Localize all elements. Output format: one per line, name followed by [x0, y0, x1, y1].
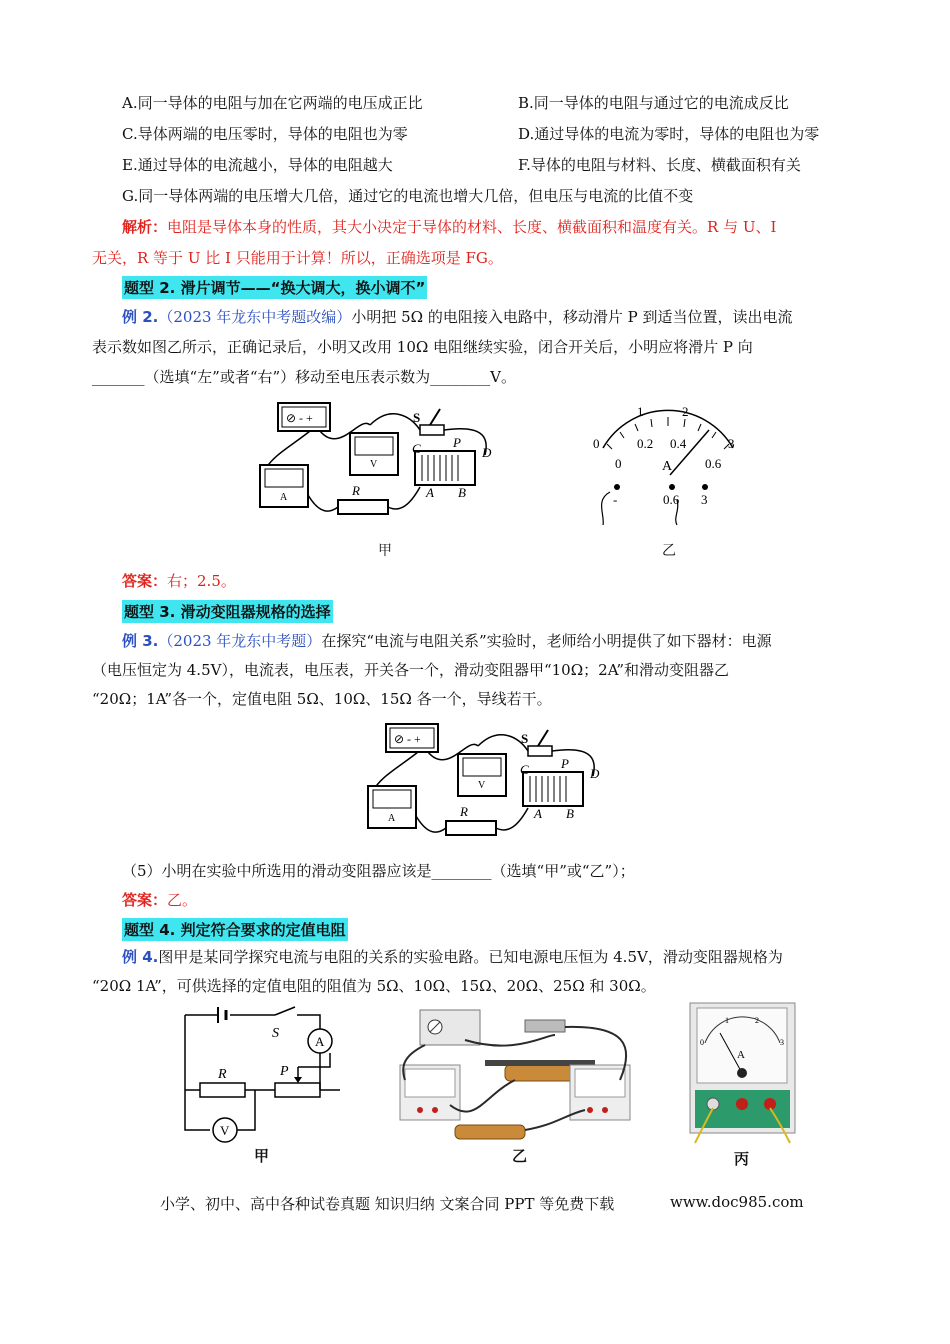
figure-caption-yi: 乙 [662, 543, 676, 559]
type2-line1 [122, 306, 792, 327]
ammeter-label: A [280, 492, 288, 503]
schematic-slider-label: P [280, 1064, 289, 1079]
circuit-diagram-type3 [358, 718, 608, 848]
option-a: A.同一导体的电阻与加在它两端的电压成正比 [122, 94, 423, 112]
type3-answer [122, 889, 197, 910]
type4-heading: 题型 4. 判定符合要求的定值电阻 [122, 918, 348, 941]
photo-meter-unit: A [737, 1049, 745, 1061]
terminal-a-label: A [426, 485, 434, 500]
type3-line1 [122, 630, 772, 651]
figure-caption-jia: 甲 [378, 543, 392, 559]
scale-top-3: 3 [728, 436, 735, 451]
example4-text1: 图甲是某同学探究电流与电阻的关系的实验电路。已知电源电压恒为 4.5V，滑动变阻器规格为 [158, 948, 783, 966]
switch-label-2: S [521, 731, 529, 746]
answer2-text: 右；2.5。 [167, 572, 236, 590]
resistor-label-2: R [460, 804, 468, 819]
terminal-a-label-2: A [534, 806, 542, 821]
example2-source: （2023 年龙东中考题改编） [158, 308, 352, 326]
svg-text:⊘ - +: ⊘ - + [394, 732, 421, 746]
photo-scale-0: 0 [700, 1038, 704, 1047]
answer3-text: 乙。 [167, 891, 198, 909]
type4-line2: “20Ω 1A”，可供选择的定值电阻的阻值为 5Ω、10Ω、15Ω、20Ω、25Ω 和 30Ω。 [92, 977, 656, 995]
terminal-minus: - [613, 492, 618, 507]
example3-source: （2023 年龙东中考题） [158, 632, 322, 650]
analysis-label: 解析： [122, 218, 168, 236]
footer-text: 小学、初中、高中各种试卷真题 知识归纳 文案合同 PPT 等免费下载 [160, 1195, 615, 1213]
terminal-d-label: D [482, 445, 492, 460]
footer-url[interactable]: www.doc985.com [670, 1193, 804, 1211]
ammeter-dial [585, 400, 755, 535]
option-f: F.导体的电阻与材料、长度、横截面积有关 [518, 156, 801, 174]
schematic-ammeter-label: A [315, 1034, 325, 1049]
slider-label-2: P [561, 756, 569, 771]
switch-label: S [413, 410, 421, 425]
voltmeter-label-2: V [478, 780, 486, 791]
analysis-line2: 无关，R 等于 U 比 I 只能用于计算！所以，正确选项是 FG。 [92, 249, 503, 267]
option-e: E.通过导体的电流越小，导体的电阻越大 [122, 156, 393, 174]
circuit-diagram-type2 [250, 395, 500, 530]
type4-line1 [122, 946, 783, 967]
type2-answer [122, 570, 236, 591]
answer3-label: 答案： [122, 891, 168, 909]
ammeter-label-2: A [388, 813, 396, 824]
example2-label: 例 2. [122, 308, 159, 326]
schematic-voltmeter-label: V [220, 1123, 230, 1138]
terminal-c-label-2: C [520, 762, 529, 777]
example3-label: 例 3. [122, 632, 159, 650]
option-c: C.导体两端的电压零时，导体的电阻也为零 [122, 125, 408, 143]
type3-question: （5）小明在实验中所选用的滑动变阻器应该是________（选填“甲”或“乙”）； [122, 862, 635, 880]
example2-text1: 小明把 5Ω 的电阻接入电路中，移动滑片 P 到适当位置，读出电流 [351, 308, 793, 326]
scale-bottom-2: 0.4 [670, 436, 687, 451]
analysis-text-1: 电阻是导体本身的性质，其大小决定于导体的材料、长度、横截面积和温度有关。R 与 U、I [167, 218, 777, 236]
fig4-caption-jia: 甲 [254, 1147, 270, 1165]
terminal-3: 3 [701, 492, 708, 507]
photo-scale-2: 2 [755, 1016, 759, 1025]
scale-top-2: 2 [682, 404, 689, 419]
terminal-b-label: B [458, 485, 466, 500]
answer2-label: 答案： [122, 572, 168, 590]
schematic-circuit [180, 1005, 355, 1145]
schematic-switch-label: S [272, 1026, 279, 1041]
type3-line3: “20Ω；1A”各一个，定值电阻 5Ω、10Ω、15Ω 各一个，导线若干。 [92, 690, 552, 708]
scale-top-0: 0 [593, 436, 600, 451]
type2-line2: 表示数如图乙所示，正确记录后，小明又改用 10Ω 电阻继续实验，闭合开关后，小明应将滑片 P 向 [92, 338, 753, 356]
example3-text1: 在探究“电流与电阻关系”实验时，老师给小明提供了如下器材：电源 [321, 632, 772, 650]
example4-label: 例 4. [122, 948, 159, 966]
scale-top-1: 1 [637, 404, 644, 419]
svg-text:⊘ - +: ⊘ - + [286, 411, 313, 425]
scale-bottom-3: 0.6 [705, 456, 722, 471]
option-b: B.同一导体的电阻与通过它的电流成反比 [518, 94, 789, 112]
option-g: G.同一导体两端的电压增大几倍，通过它的电流也增大几倍，但电压与电流的比值不变 [122, 187, 694, 205]
resistor-label: R [352, 483, 360, 498]
type2-heading: 题型 2. 滑片调节——“换大调大，换小调不” [122, 276, 427, 299]
terminal-b-label-2: B [566, 806, 574, 821]
photo-scale-1: 1 [725, 1016, 729, 1025]
photo-scale-3: 3 [780, 1038, 784, 1047]
fig4-caption-yi: 乙 [512, 1147, 528, 1165]
terminal-c-label: C [412, 441, 421, 456]
option-d: D.通过导体的电流为零时，导体的电阻也为零 [518, 125, 820, 143]
schematic-resistor-label: R [218, 1067, 227, 1082]
terminal-d-label-2: D [590, 766, 600, 781]
meter-unit: A [662, 459, 673, 474]
scale-bottom-1: 0.2 [637, 436, 654, 451]
fig4-caption-bing: 丙 [734, 1150, 750, 1168]
voltmeter-label: V [370, 459, 378, 470]
scale-bottom-0: 0 [615, 456, 622, 471]
ammeter-photo [685, 998, 800, 1146]
type2-line3: _______（选填“左”或者“右”）移动至电压表示数为________V。 [92, 368, 517, 386]
type3-line2: （电压恒定为 4.5V），电流表，电压表，开关各一个，滑动变阻器甲“10Ω；2A”和滑动变阻器乙 [92, 661, 729, 679]
slider-label: P [453, 435, 461, 450]
analysis-line1 [122, 216, 776, 237]
terminal-06: 0.6 [663, 492, 680, 507]
physical-circuit-photo [395, 1005, 640, 1145]
type3-heading: 题型 3. 滑动变阻器规格的选择 [122, 600, 333, 623]
